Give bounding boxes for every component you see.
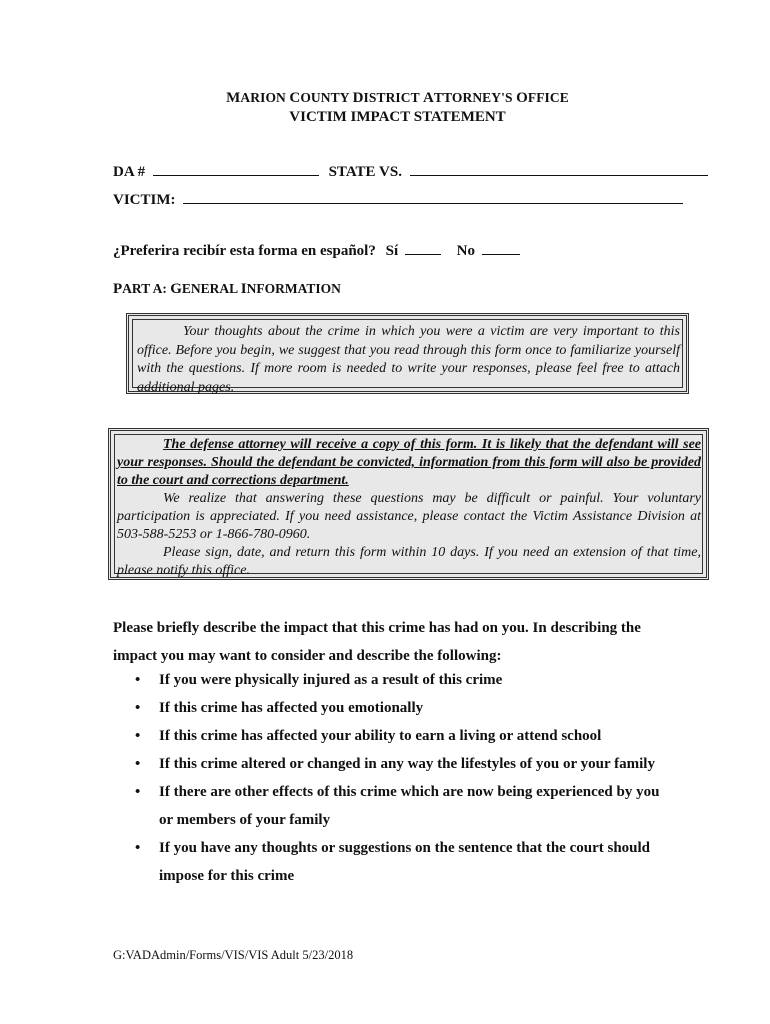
spanish-preference-line [113, 242, 520, 260]
return-note-text: Please sign, date, and return this form within 10 days. If you need an extension of that time, please notify this office. [117, 545, 701, 578]
victim-line [113, 191, 683, 209]
victim-label: VICTIM: [113, 192, 176, 208]
da-number-field[interactable] [153, 163, 319, 176]
bullet-icon: • [135, 756, 141, 772]
no-label: No [456, 243, 475, 259]
notice-box [108, 428, 709, 580]
part-a-heading: PART A: GENERAL INFORMATION [113, 281, 341, 297]
da-label: DA # [113, 164, 146, 180]
impact-intro: Please briefly describe the impact that this crime has had on you. In describing the impact you may want to consider and describe the following: [113, 620, 641, 664]
list-item: • If you were physically injured as a result of this crime [113, 666, 693, 694]
assistance-text: We realize that answering these questions may be difficult or painful. Your voluntary participation is appreciated. If you need assistance, please contact the Victim Assistance Division at 503-588-5253 or 1-866-780-0960. [117, 491, 701, 542]
bullet-icon: • [135, 728, 141, 744]
list-item: • If you have any thoughts or suggestions on the sentence that the court should impose for this crime [113, 834, 657, 890]
bullet-icon: • [135, 840, 141, 856]
document-title: VICTIM IMPACT STATEMENT [289, 109, 506, 125]
si-label: Sí [385, 243, 399, 259]
office-name: MARION COUNTY DISTRICT ATTORNEY'S OFFICE [226, 90, 569, 106]
si-field[interactable] [405, 242, 441, 255]
list-item: • If this crime altered or changed in any way the lifestyles of you or your family [113, 750, 693, 778]
footer-path: G:VADAdmin/Forms/VIS/VIS Adult 5/23/2018 [113, 948, 354, 962]
list-item: • If there are other effects of this crime which are now being experienced by you or members of your family [113, 778, 667, 834]
intro-box [126, 313, 689, 394]
bullet-icon: • [135, 672, 141, 688]
impact-list [113, 666, 693, 890]
victim-field[interactable] [183, 191, 683, 204]
spanish-question: ¿Preferira recibír esta forma en español? [113, 243, 376, 259]
state-vs-field[interactable] [410, 163, 708, 176]
intro-text: Your thoughts about the crime in which you were a victim are very important to this office. Before you begin, we suggest that you read through this form once to familiarize yourself with the questions. If more room is needed to write your responses, please feel free to attach additional pages. [137, 324, 680, 395]
defense-warning-text: The defense attorney will receive a copy of this form. It is likely that the defendant will see your responses. Should the defendant be convicted, information from this form will also be provided to the court and corrections department. [117, 437, 701, 488]
list-item: • If this crime has affected your ability to earn a living or attend school [113, 722, 693, 750]
da-state-line [113, 163, 708, 181]
no-field[interactable] [482, 242, 520, 255]
list-item: • If this crime has affected you emotionally [113, 694, 693, 722]
bullet-icon: • [135, 784, 141, 800]
bullet-icon: • [135, 700, 141, 716]
state-vs-label: STATE VS. [328, 164, 402, 180]
